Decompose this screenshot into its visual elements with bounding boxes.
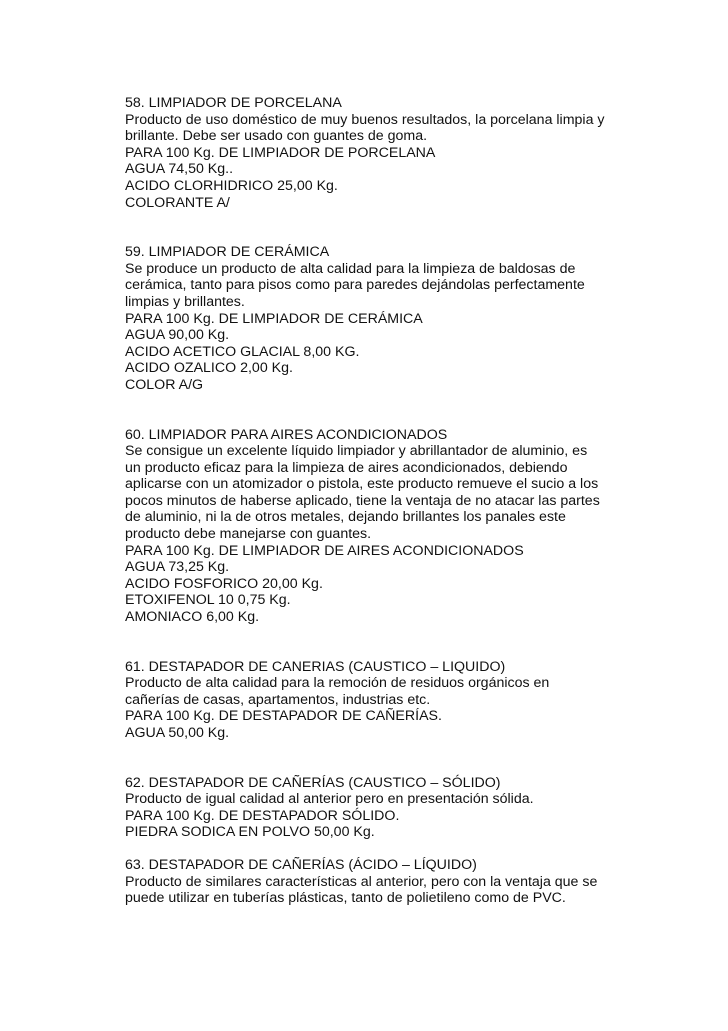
text-line: COLORANTE A/ bbox=[125, 194, 230, 211]
text-line: ACIDO CLORHIDRICO 25,00 Kg. bbox=[125, 177, 338, 194]
text-line: un producto eficaz para la limpieza de aires acondicionados, debiendo bbox=[125, 459, 568, 476]
text-line: PARA 100 Kg. DE LIMPIADOR DE AIRES ACONDICIONADOS bbox=[125, 542, 524, 559]
text-line: limpias y brillantes. bbox=[125, 293, 245, 310]
text-line: AGUA 50,00 Kg. bbox=[125, 725, 230, 741]
text-line: ETOXIFENOL 10 0,75 Kg. bbox=[125, 592, 291, 609]
section-title: 63. DESTAPADOR DE CAÑERÍAS (ÁCIDO – LÍQUIDO) bbox=[125, 856, 477, 873]
section-58 bbox=[125, 95, 625, 211]
section-61 bbox=[125, 659, 625, 742]
text-line: puede utilizar en tuberías plásticas, tanto de polietileno como de PVC. bbox=[125, 890, 566, 907]
text-line: Producto de similares características al anterior, pero con la ventaja que se bbox=[125, 873, 598, 890]
text-line: AGUA 73,25 Kg. bbox=[125, 559, 230, 576]
text-line: PARA 100 Kg. DE LIMPIADOR DE CERÁMICA bbox=[125, 310, 423, 327]
section-spacer bbox=[125, 211, 625, 244]
text-line: Producto de alta calidad para la remoción de residuos orgánicos en bbox=[125, 675, 550, 692]
section-spacer bbox=[125, 742, 625, 775]
section-60 bbox=[125, 427, 625, 626]
section-62 bbox=[125, 775, 625, 841]
text-line: Se consigue un excelente líquido limpiador y abrillantador de aluminio, es bbox=[125, 443, 588, 460]
text-line: cañerías de casas, apartamentos, industrias etc. bbox=[125, 691, 431, 708]
text-line: ACIDO OZALICO 2,00 Kg. bbox=[125, 360, 293, 377]
section-title: 58. LIMPIADOR DE PORCELANA bbox=[125, 95, 342, 111]
text-line: brillante. Debe ser usado con guantes de goma. bbox=[125, 128, 428, 145]
text-line: AGUA 90,00 Kg. bbox=[125, 327, 230, 344]
text-line: COLOR A/G bbox=[125, 376, 204, 393]
text-line: Producto de uso doméstico de muy buenos resultados, la porcelana limpia y bbox=[125, 111, 605, 128]
document-page bbox=[125, 95, 625, 907]
section-spacer bbox=[125, 626, 625, 659]
text-line: AMONIACO 6,00 Kg. bbox=[125, 609, 260, 626]
section-63 bbox=[125, 857, 625, 907]
text-line: ACIDO ACETICO GLACIAL 8,00 KG. bbox=[125, 343, 360, 360]
section-title: 61. DESTAPADOR DE CANERIAS (CAUSTICO – LIQUIDO) bbox=[125, 658, 506, 675]
text-line: PARA 100 Kg. DE DESTAPADOR SÓLIDO. bbox=[125, 807, 400, 824]
section-title: 60. LIMPIADOR PARA AIRES ACONDICIONADOS bbox=[125, 426, 448, 443]
text-line: ACIDO FOSFORICO 20,00 Kg. bbox=[125, 575, 323, 592]
section-spacer bbox=[125, 394, 625, 427]
section-title: 59. LIMPIADOR DE CERÁMICA bbox=[125, 244, 330, 261]
text-line: PARA 100 Kg. DE DESTAPADOR DE CAÑERÍAS. bbox=[125, 708, 442, 725]
text-line: AGUA 74,50 Kg.. bbox=[125, 161, 234, 178]
text-line: PIEDRA SODICA EN POLVO 50,00 Kg. bbox=[125, 824, 375, 841]
text-line: Se produce un producto de alta calidad para la limpieza de baldosas de bbox=[125, 260, 576, 277]
text-line: PARA 100 Kg. DE LIMPIADOR DE PORCELANA bbox=[125, 144, 436, 161]
section-spacer bbox=[125, 841, 625, 857]
text-line: producto debe manejarse con guantes. bbox=[125, 526, 372, 543]
text-line: aplicarse con un atomizador o pistola, este producto remueve el sucio a los bbox=[125, 476, 599, 493]
section-59 bbox=[125, 244, 625, 393]
section-title: 62. DESTAPADOR DE CAÑERÍAS (CAUSTICO – SÓLIDO) bbox=[125, 774, 501, 791]
text-line: Producto de igual calidad al anterior pero en presentación sólida. bbox=[125, 791, 534, 808]
text-line: pocos minutos de haberse aplicado, tiene la ventaja de no atacar las partes bbox=[125, 492, 600, 509]
text-line: cerámica, tanto para pisos como para paredes dejándolas perfectamente bbox=[125, 277, 585, 294]
text-line: de aluminio, ni la de otros metales, dejando brillantes los panales este bbox=[125, 509, 566, 526]
